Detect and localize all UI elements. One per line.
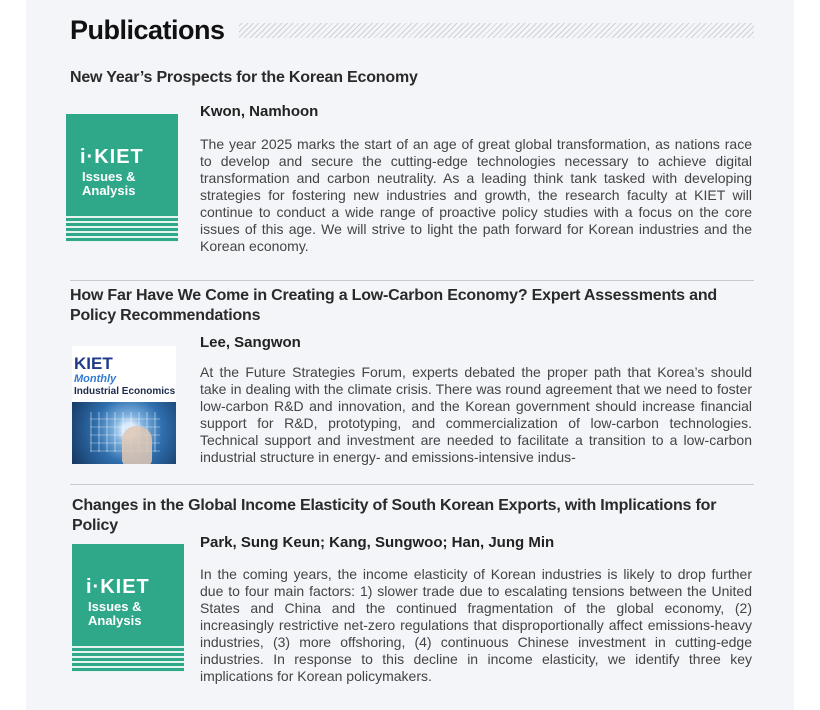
publication-author: Park, Sung Keun; Kang, Sungwoo; Han, Jung Min xyxy=(200,534,555,551)
publication-item xyxy=(70,496,754,700)
publication-title-link[interactable]: New Year’s Prospects for the Korean Economy xyxy=(70,69,418,86)
publication-cover-image[interactable] xyxy=(66,114,178,242)
publication-cover-image[interactable] xyxy=(72,346,176,464)
publication-cover-image[interactable] xyxy=(72,544,184,672)
publication-abstract: In the coming years, the income elasticity of Korean industries is likely to drop further due to four main factors: 1) slower trade due to escalating tensions between the United States and China and the continued fragmentation of the global economy, (2) increasingly restrictive net-zero regulations that disproportionally affect emissions-heavy industries, (3) more offshoring, (4) continuous Chinese investment in cutting-edge industries. In response to this decline in income elasticity, we identify three key implications for Korean policymakers. xyxy=(200,566,752,684)
cover-series-label: Issues & Analysis xyxy=(82,169,136,198)
publication-abstract: At the Future Strategies Forum, experts debated the proper path that Korea’s should take in dealing with the climate crisis. There was round agreement that we need to foster low-carbon R&D and innovation, and the Korean government should increase financial support for R&D, prototyping, and commercialization of low-carbon technologies. Technical support and investment are needed to facilitate a transition to a low-carbon industrial structure in energy- and emissions-intensive indus- xyxy=(200,364,752,465)
cover-stripes-decoration xyxy=(66,216,178,242)
publication-author: Kwon, Namhoon xyxy=(200,103,319,120)
cover-stripes-decoration xyxy=(72,646,184,672)
publication-title-link[interactable]: How Far Have We Come in Creating a Low-Carbon Economy? Expert Assessments and Policy Recommendations xyxy=(70,287,717,324)
cover-series-label: Monthly xyxy=(74,373,117,385)
publication-author: Lee, Sangwon xyxy=(200,334,301,351)
header-hatch-decoration xyxy=(239,23,754,38)
cover-brand-logo: i·KIET xyxy=(86,576,150,598)
cover-hand-illustration xyxy=(122,426,152,464)
cover-brand-logo: i·KIET xyxy=(80,146,144,168)
section-title: Publications xyxy=(70,14,225,45)
publication-divider xyxy=(70,484,754,485)
publication-title-link[interactable]: Changes in the Global Income Elasticity of South Korean Exports, with Implications for Policy xyxy=(72,497,717,534)
publication-abstract: The year 2025 marks the start of an age of great global transformation, as nations race to develop and secure the cutting-edge technologies necessary to achieve digital transformation and carbon neutrality. As a leading think tank tasked with developing strategies for fostering new industries and growth, the research faculty at KIET will continue to conduct a wide range of proactive policy studies with a focus on the core issues of this age. We will strive to light the path forward for Korean industries and the Korean economy. xyxy=(200,136,752,254)
publication-item xyxy=(70,286,754,476)
publication-item xyxy=(70,66,754,266)
cover-series-label: Issues & Analysis xyxy=(88,599,142,628)
section-header xyxy=(70,10,754,50)
cover-subtitle: Industrial Economics xyxy=(74,386,176,397)
publication-divider xyxy=(70,280,754,281)
cover-brand-logo: KIET xyxy=(74,354,113,373)
